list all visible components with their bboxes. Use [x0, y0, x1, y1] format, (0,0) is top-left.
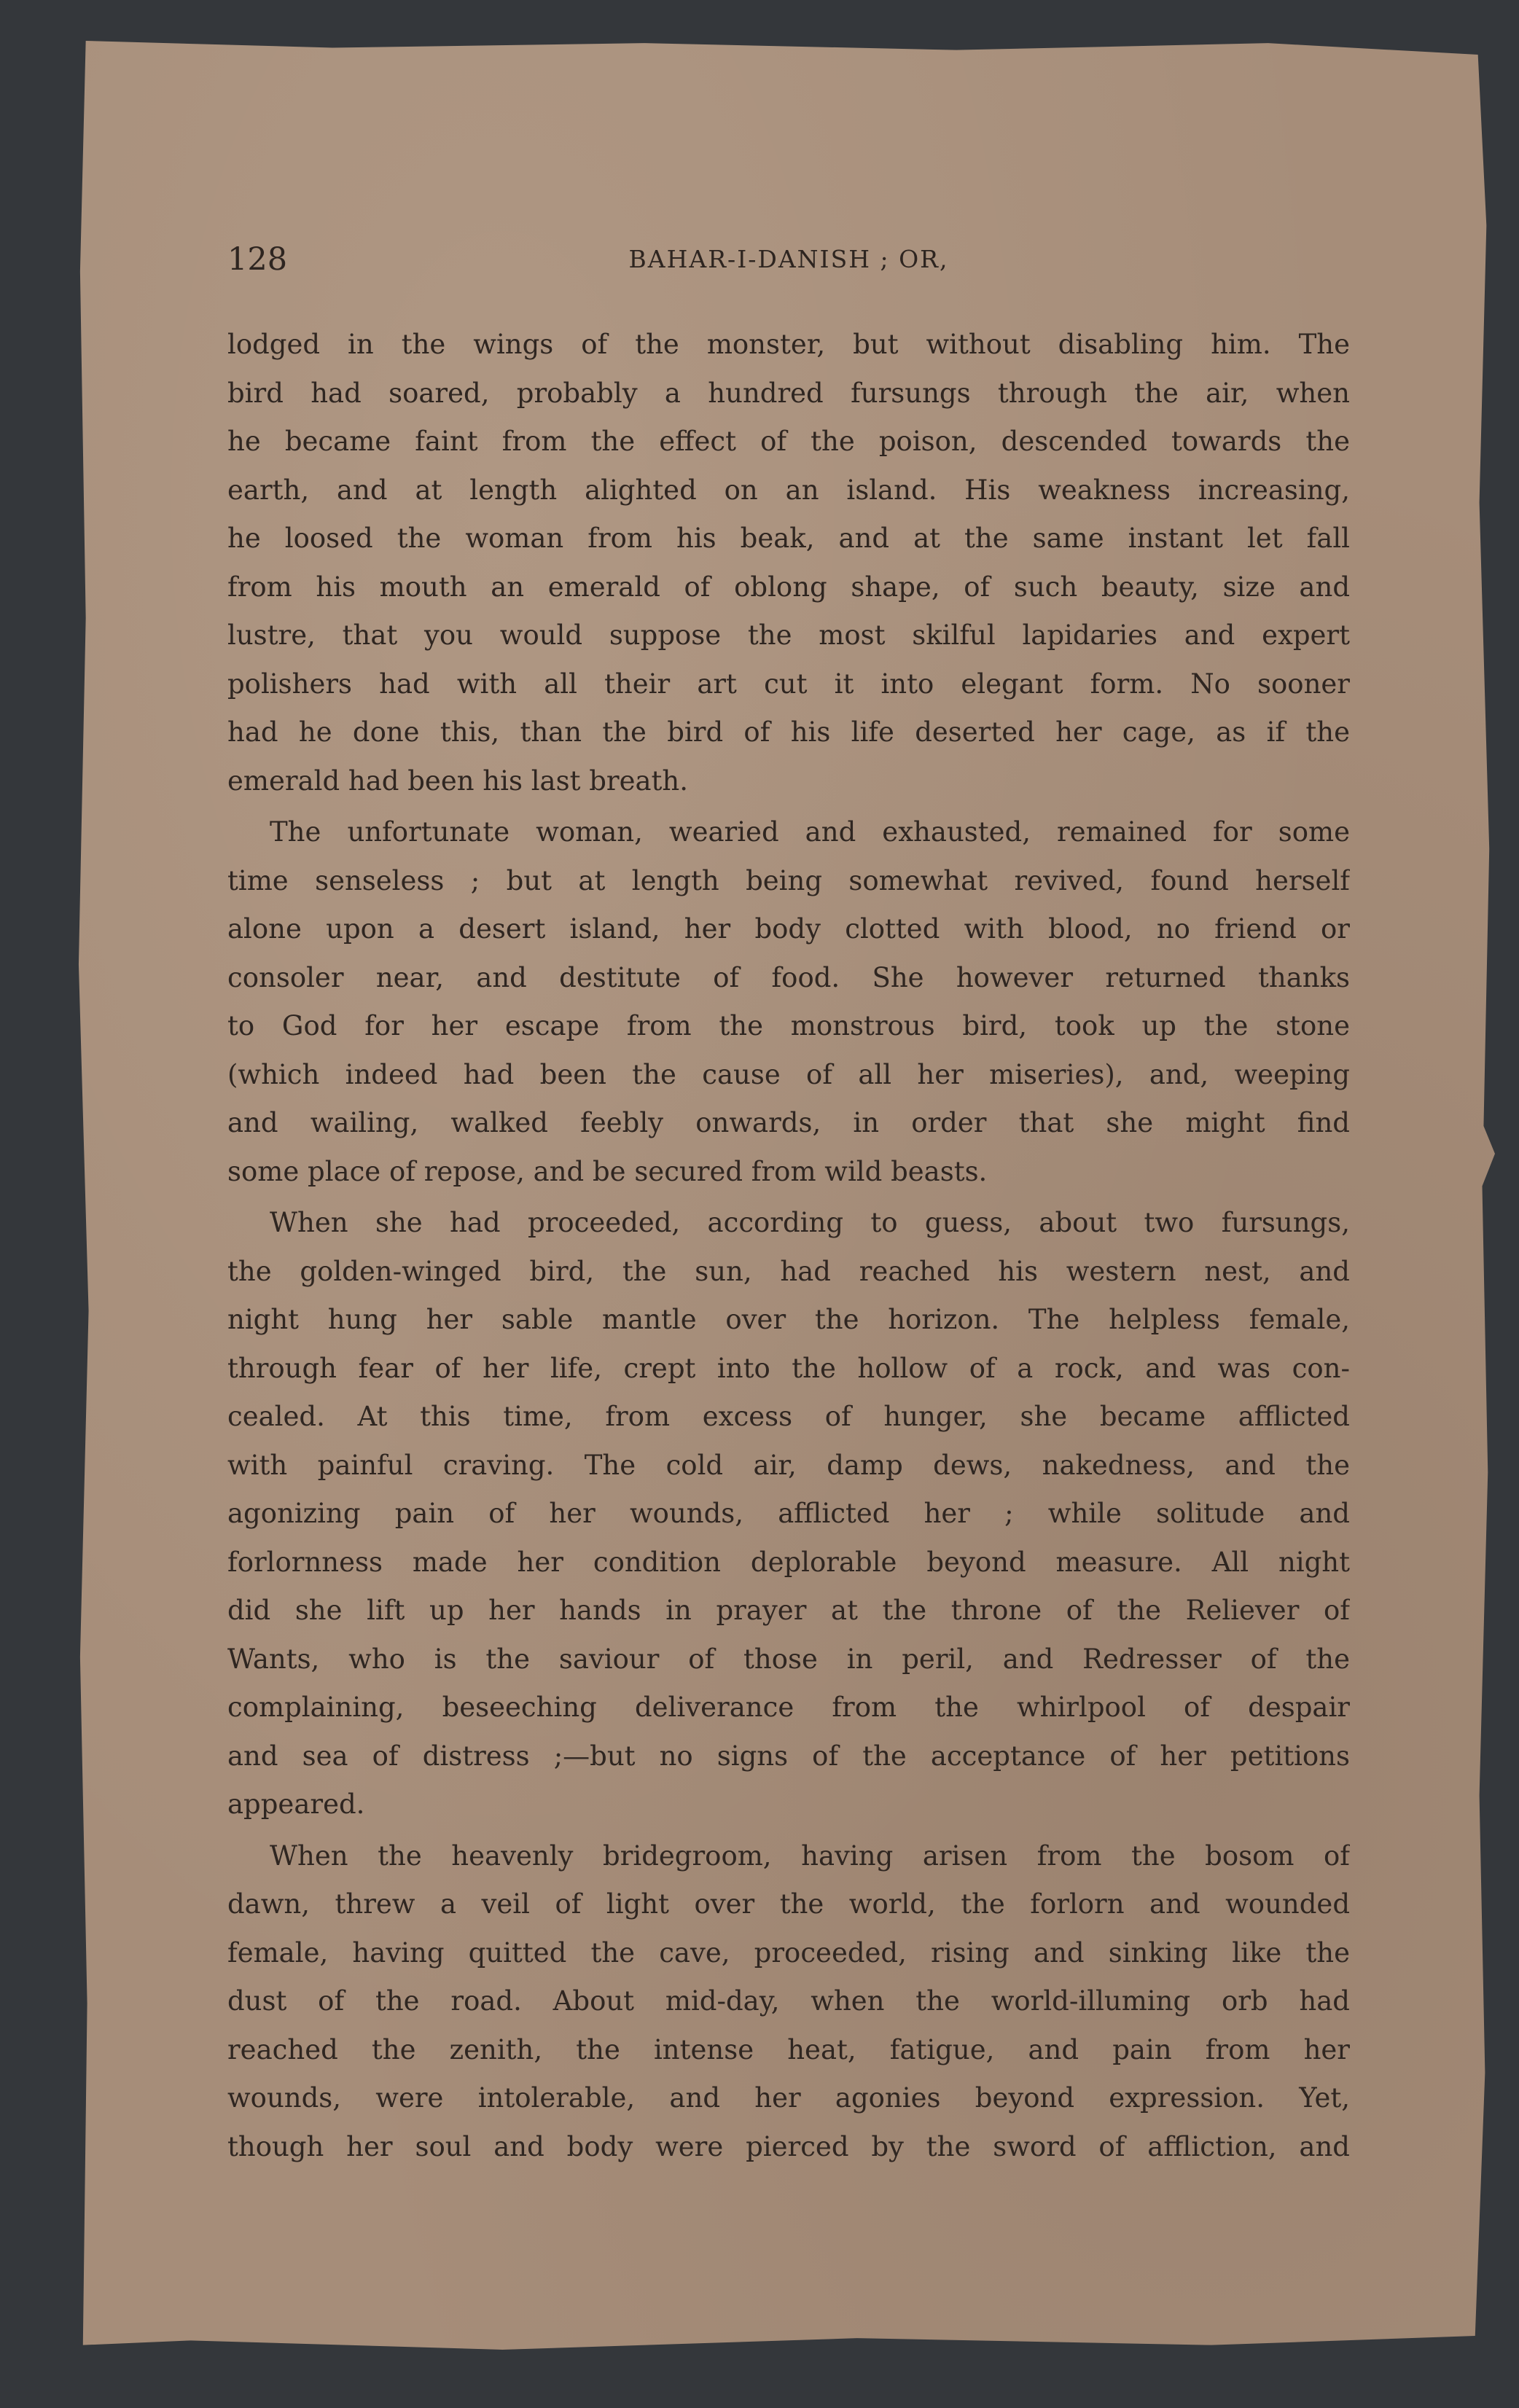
text-line: female, having quitted the cave, proceeded, rising and sinking like the	[227, 1936, 1350, 1969]
text-line: wounds, were intolerable, and her agonies beyond expression. Yet,	[227, 2082, 1350, 2114]
text-line: polishers had with all their art cut it into elegant form. No sooner	[227, 668, 1350, 700]
body-text	[227, 321, 1350, 2171]
text-line: had he done this, than the bird of his life deserted her cage, as if the	[227, 716, 1350, 748]
text-line: cealed. At this time, from excess of hunger, she became afflicted	[227, 1401, 1350, 1432]
text-line: emerald had been his last breath.	[227, 765, 689, 797]
text-line: alone upon a desert island, her body clotted with blood, no friend or	[227, 913, 1350, 945]
text-line: The unfortunate woman, wearied and exhausted, remained for some	[270, 816, 1350, 848]
text-line: lodged in the wings of the monster, but without disabling him. The	[227, 329, 1350, 360]
page-header	[227, 238, 1350, 281]
text-line: with painful craving. The cold air, damp dews, nakedness, and the	[227, 1449, 1350, 1481]
text-line: earth, and at length alighted on an island. His weakness increasing,	[227, 474, 1350, 506]
text-line: Wants, who is the saviour of those in peril, and Redresser of the	[227, 1643, 1350, 1675]
text-line: dawn, threw a veil of light over the world, the forlorn and wounded	[227, 1888, 1350, 1920]
text-line: he loosed the woman from his beak, and at the same instant let fall	[227, 523, 1350, 554]
text-line: dust of the road. About mid-day, when the world-illuming orb had	[227, 1985, 1350, 2017]
text-line: did she lift up her hands in prayer at the throne of the Reliever of	[227, 1595, 1350, 1626]
text-line: night hung her sable mantle over the horizon. The helpless female,	[227, 1304, 1350, 1335]
text-line: lustre, that you would suppose the most skilful lapidaries and expert	[227, 619, 1350, 651]
text-line: (which indeed had been the cause of all her miseries), and, weeping	[227, 1058, 1350, 1090]
text-line: When she had proceeded, according to guess, about two fursungs,	[270, 1207, 1350, 1238]
text-line: complaining, beseeching deliverance from the whirlpool of despair	[227, 1692, 1350, 1723]
page-number: 128	[227, 241, 288, 278]
text-line: and sea of distress ;—but no signs of the acceptance of her petitions	[227, 1740, 1350, 1772]
text-line: though her soul and body were pierced by the sword of affliction, and	[227, 2130, 1350, 2162]
text-line: appeared.	[227, 1789, 365, 1820]
text-line: bird had soared, probably a hundred fursungs through the air, when	[227, 377, 1350, 409]
text-line: from his mouth an emerald of oblong shape, of such beauty, size and	[227, 571, 1350, 603]
text-line: to God for her escape from the monstrous bird, took up the stone	[227, 1010, 1350, 1041]
text-line: he became faint from the effect of the poison, descended towards the	[227, 426, 1350, 457]
text-line: and wailing, walked feebly onwards, in order that she might find	[227, 1107, 1350, 1138]
text-line: time senseless ; but at length being somewhat revived, found herself	[227, 864, 1350, 896]
text-line: through fear of her life, crept into the hollow of a rock, and was con-	[227, 1352, 1350, 1384]
text-line: When the heavenly bridegroom, having arisen from the bosom of	[270, 1840, 1350, 1872]
text-line: forlornness made her condition deplorable beyond measure. All night	[227, 1546, 1350, 1578]
text-line: some place of repose, and be secured from wild beasts.	[227, 1155, 988, 1187]
text-line: agonizing pain of her wounds, afflicted her ; while solitude and	[227, 1498, 1350, 1529]
text-line: the golden-winged bird, the sun, had reached his western nest, and	[227, 1255, 1350, 1287]
text-line: consoler near, and destitute of food. She however returned thanks	[227, 961, 1350, 993]
running-title: BAHAR-I-DANISH ; OR,	[628, 245, 949, 273]
text-line: reached the zenith, the intense heat, fatigue, and pain from her	[227, 2033, 1350, 2065]
